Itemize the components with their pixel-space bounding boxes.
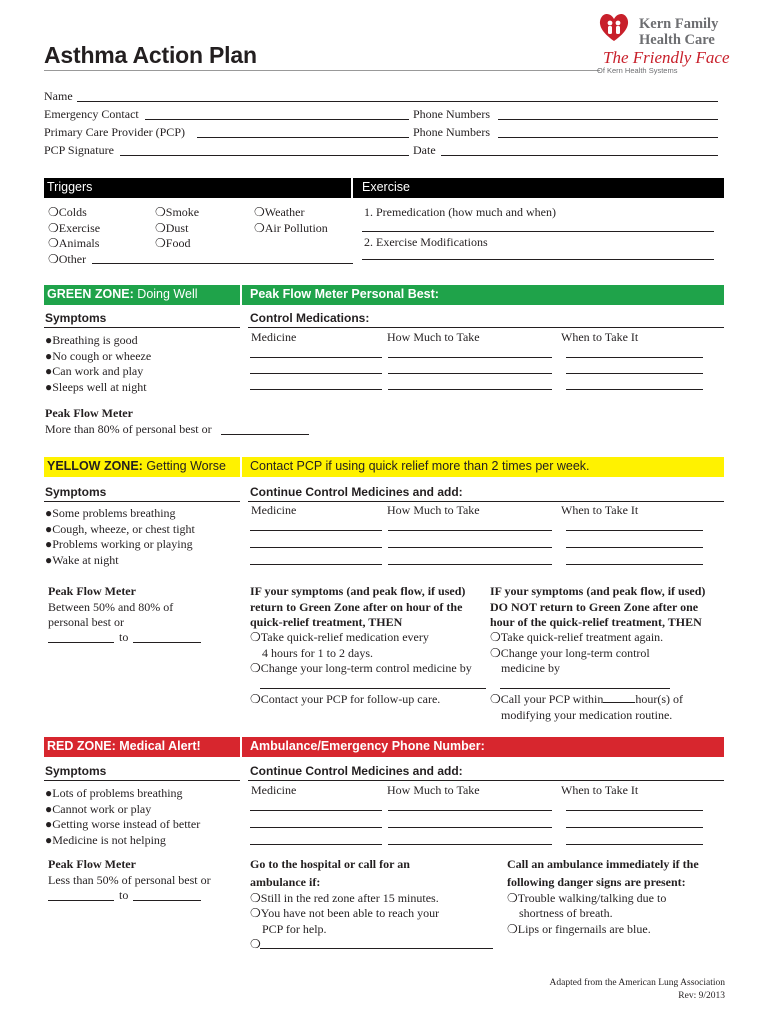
yellow-mid-item2-field[interactable] [260, 688, 486, 689]
date-field[interactable] [441, 155, 718, 156]
red-when-field[interactable] [566, 810, 703, 811]
yellow-right-header: Contact PCP if using quick relief more than 2 times per week. [250, 459, 590, 473]
yellow-right-title3: hour of the quick-relief treatment, THEN [490, 615, 702, 629]
yellow-right-item3c: modifying your medication routine. [501, 708, 673, 722]
yellow-meds-header: Continue Control Medicines and add: [250, 485, 463, 499]
green-how-field[interactable] [388, 357, 552, 358]
bar-divider [240, 737, 242, 757]
checkbox-icon: ❍ [490, 646, 501, 660]
yellow-peak-line2: personal best or [48, 615, 124, 629]
checkbox-icon: ❍ [48, 236, 59, 250]
red-mid-item1[interactable]: ❍Still in the red zone after 15 minutes. [250, 891, 439, 905]
checkbox-icon: ❍ [490, 630, 501, 644]
red-meds-header: Continue Control Medicines and add: [250, 764, 463, 778]
triggers-header: Triggers [47, 180, 93, 194]
footer-revision: Rev: 9/2013 [678, 991, 725, 1001]
yellow-mid-item1b: 4 hours for 1 to 2 days. [262, 646, 373, 660]
yellow-symptoms-rule [44, 501, 240, 502]
green-symptoms-list [45, 333, 151, 395]
phone-numbers-label-2: Phone Numbers [413, 125, 490, 139]
red-peak-line1: Less than 50% of personal best or [48, 873, 211, 887]
yellow-how-field[interactable] [388, 547, 552, 548]
yellow-col-how-much: How Much to Take [387, 503, 480, 517]
red-right-item1b: shortness of breath. [519, 906, 613, 920]
bar-divider [240, 285, 242, 305]
green-col-when: When to Take It [561, 330, 639, 344]
red-right-header: Ambulance/Emergency Phone Number: [250, 739, 485, 753]
phone-numbers-field-1[interactable] [498, 119, 718, 120]
green-symptoms-header: Symptoms [45, 311, 107, 325]
heart-family-icon [597, 10, 631, 44]
name-field[interactable] [77, 101, 718, 102]
red-med-field[interactable] [250, 810, 382, 811]
list-item: ●Cannot work or play [45, 801, 152, 816]
checkbox-icon: ❍ [250, 906, 261, 920]
yellow-mid-item3[interactable]: ❍Contact your PCP for follow-up care. [250, 692, 441, 706]
yellow-right-title2: DO NOT return to Green Zone after one [490, 600, 699, 614]
red-peak-title: Peak Flow Meter [48, 857, 136, 871]
list-item: ●Can work and play [45, 364, 144, 378]
exercise-header: Exercise [362, 180, 410, 194]
list-item: ●No cough or wheeze [45, 348, 152, 363]
pcp-label: Primary Care Provider (PCP) [44, 125, 185, 139]
red-symptoms-rule [44, 780, 240, 781]
list-item: ●Wake at night [45, 552, 119, 567]
red-zone-label: RED ZONE: Medical Alert! [47, 739, 201, 753]
checkbox-icon: ❍ [155, 236, 166, 250]
red-right-item1[interactable]: ❍Trouble walking/talking due to [507, 891, 667, 905]
green-med-field[interactable] [250, 357, 382, 358]
logo-sub: Of Kern Health Systems [597, 66, 678, 75]
yellow-symptoms-header: Symptoms [45, 485, 107, 499]
green-zone-bar [44, 285, 724, 305]
red-when-field[interactable] [566, 844, 703, 845]
red-right-item2[interactable]: ❍Lips or fingernails are blue. [507, 922, 651, 936]
checkbox-food[interactable]: ❍Food [155, 236, 191, 250]
yellow-zone-desc: Getting Worse [146, 459, 226, 473]
emergency-contact-label: Emergency Contact [44, 107, 139, 121]
pcp-signature-field[interactable] [120, 155, 409, 156]
yellow-med-field[interactable] [250, 530, 382, 531]
red-mid-title1: Go to the hospital or call for an [250, 857, 410, 871]
green-when-field[interactable] [566, 373, 703, 374]
red-mid-item3-field[interactable] [260, 948, 493, 949]
red-peak-from-field[interactable] [48, 900, 114, 901]
yellow-when-field[interactable] [566, 564, 703, 565]
red-zone-bar [44, 737, 724, 757]
list-item: ●Problems working or playing [45, 537, 193, 551]
yellow-med-field[interactable] [250, 564, 382, 565]
yellow-mid-title1: IF your symptoms (and peak flow, if used) [250, 584, 466, 598]
green-peak-field[interactable] [221, 434, 309, 435]
pcp-signature-label: PCP Signature [44, 143, 114, 157]
phone-numbers-field-2[interactable] [498, 137, 718, 138]
date-label: Date [413, 143, 436, 157]
yellow-meds-rule [248, 501, 724, 502]
yellow-right-item1[interactable]: ❍Take quick-relief treatment again. [490, 630, 664, 644]
green-how-field[interactable] [388, 389, 552, 390]
red-how-field[interactable] [388, 827, 552, 828]
yellow-how-field[interactable] [388, 530, 552, 531]
checkbox-icon: ❍ [250, 692, 261, 706]
logo-tagline: The Friendly Face [603, 48, 730, 67]
yellow-mid-item2[interactable]: ❍Change your long-term control medicine by [250, 661, 472, 675]
green-col-how-much: How Much to Take [387, 330, 480, 344]
yellow-peak-from-field[interactable] [48, 642, 114, 643]
triggers-col2 [155, 205, 199, 252]
red-how-field[interactable] [388, 810, 552, 811]
yellow-zone-bar [44, 457, 724, 477]
logo [597, 8, 730, 78]
yellow-right-title1: IF your symptoms (and peak flow, if used) [490, 584, 706, 598]
checkbox-icon: ❍ [254, 205, 265, 219]
exercise-item1: 1. Premedication (how much and when) [364, 205, 556, 219]
bar-divider [240, 457, 242, 477]
checkbox-icon: ❍ [48, 220, 59, 235]
checkbox-icon: ❍ [155, 220, 166, 235]
red-mid-title2: ambulance if: [250, 875, 321, 889]
yellow-symptoms-list [45, 506, 195, 568]
checkbox-icon: ❍ [254, 220, 265, 235]
yellow-col-medicine: Medicine [251, 503, 297, 517]
yellow-when-field[interactable] [566, 547, 703, 548]
checkbox-icon: ❍ [507, 922, 518, 936]
bar-divider [351, 178, 353, 198]
checkbox-icon: ❍ [48, 205, 59, 219]
yellow-peak-to-field[interactable] [133, 642, 201, 643]
green-how-field[interactable] [388, 373, 552, 374]
yellow-mid-title3: quick-relief treatment, THEN [250, 615, 403, 629]
checkbox-animals[interactable]: ❍Animals [48, 236, 100, 250]
yellow-col-when: When to Take It [561, 503, 639, 517]
red-right-title1: Call an ambulance immediately if the [507, 857, 699, 871]
red-med-field[interactable] [250, 827, 382, 828]
yellow-mid-title2: return to Green Zone after on hour of the [250, 600, 463, 614]
red-peak-to: to [119, 888, 129, 902]
logo-line1: Kern Family [639, 16, 719, 32]
green-when-field[interactable] [566, 357, 703, 358]
red-when-field[interactable] [566, 827, 703, 828]
checkbox-air-pollution[interactable]: ❍Air Pollution [254, 220, 328, 235]
triggers-exercise-bar [44, 178, 724, 198]
emergency-contact-field[interactable] [145, 119, 409, 120]
red-peak-to-field[interactable] [133, 900, 201, 901]
pcp-field[interactable] [197, 137, 409, 138]
yellow-peak-title: Peak Flow Meter [48, 584, 136, 598]
checkbox-icon: ❍ [155, 205, 166, 219]
green-peak-title: Peak Flow Meter [45, 406, 133, 420]
red-symptoms-list [45, 786, 200, 848]
yellow-peak-line1: Between 50% and 80% of [48, 600, 174, 614]
name-label: Name [44, 89, 73, 103]
exercise-item2-field[interactable] [362, 259, 714, 260]
red-col-when: When to Take It [561, 783, 639, 797]
red-symptoms-header: Symptoms [45, 764, 107, 778]
triggers-col3 [254, 205, 328, 236]
list-item: ●Lots of problems breathing [45, 786, 183, 800]
list-item: ●Medicine is not helping [45, 832, 166, 847]
green-med-field[interactable] [250, 389, 382, 390]
footer-credit: Adapted from the American Lung Association [549, 978, 725, 988]
red-mid-item2[interactable]: ❍You have not been able to reach your [250, 906, 440, 920]
exercise-item1-field[interactable] [362, 231, 714, 232]
list-item: ●Breathing is good [45, 333, 138, 347]
triggers-col1 [48, 205, 100, 267]
checkbox-icon: ❍ [250, 630, 261, 644]
yellow-right-item2b: medicine by [501, 661, 560, 675]
green-when-field[interactable] [566, 389, 703, 390]
red-mid-item2b: PCP for help. [262, 922, 327, 936]
checkbox-icon: ❍ [48, 251, 59, 266]
checkbox-colds[interactable]: ❍Colds [48, 205, 87, 219]
list-item: ●Getting worse instead of better [45, 817, 201, 831]
checkbox-icon: ❍ [250, 891, 261, 905]
exercise-item2: 2. Exercise Modifications [364, 235, 488, 249]
phone-numbers-label-1: Phone Numbers [413, 107, 490, 121]
yellow-med-field[interactable] [250, 547, 382, 548]
checkbox-exercise[interactable]: ❍Exercise [48, 220, 101, 235]
green-col-medicine: Medicine [251, 330, 297, 344]
checkbox-dust[interactable]: ❍Dust [155, 220, 189, 235]
yellow-right-item2[interactable]: ❍Change your long-term control [490, 646, 650, 660]
red-col-medicine: Medicine [251, 783, 297, 797]
green-meds-header: Control Medications: [250, 311, 370, 325]
checkbox-icon: ❍ [490, 692, 501, 706]
red-col-how-much: How Much to Take [387, 783, 480, 797]
yellow-hours-field[interactable] [603, 702, 635, 703]
list-item: ●Sleeps well at night [45, 379, 147, 394]
yellow-mid-item1[interactable]: ❍Take quick-relief medication every [250, 630, 429, 644]
other-field[interactable] [92, 263, 353, 264]
checkbox-icon: ❍ [507, 891, 518, 905]
red-mid-item3[interactable] [250, 937, 261, 952]
checkbox-icon: ❍ [250, 937, 261, 951]
green-peak-text: More than 80% of personal best or [45, 422, 212, 436]
title-rule [44, 70, 600, 71]
green-meds-rule [248, 327, 724, 328]
green-zone-desc: Doing Well [137, 287, 198, 301]
checkbox-smoke[interactable]: ❍Smoke [155, 205, 200, 219]
green-right-header: Peak Flow Meter Personal Best: [250, 287, 439, 301]
yellow-zone-label: YELLOW ZONE: [47, 459, 143, 473]
yellow-when-field[interactable] [566, 530, 703, 531]
checkbox-icon: ❍ [250, 661, 261, 675]
checkbox-other[interactable]: ❍Other [48, 251, 87, 266]
list-item: ●Cough, wheeze, or chest tight [45, 521, 195, 536]
logo-line2: Health Care [639, 32, 715, 48]
green-med-field[interactable] [250, 373, 382, 374]
red-right-title2: following danger signs are present: [507, 875, 686, 889]
red-how-field[interactable] [388, 844, 552, 845]
green-symptoms-rule [44, 327, 240, 328]
red-med-field[interactable] [250, 844, 382, 845]
checkbox-weather[interactable]: ❍Weather [254, 205, 305, 219]
yellow-right-item3[interactable]: ❍Call your PCP within hour(s) of [490, 692, 683, 706]
yellow-how-field[interactable] [388, 564, 552, 565]
yellow-peak-to: to [119, 630, 129, 644]
list-item: ●Some problems breathing [45, 506, 176, 520]
green-zone-label: GREEN ZONE: [47, 287, 134, 301]
page-title: Asthma Action Plan [44, 42, 257, 68]
red-meds-rule [248, 780, 724, 781]
yellow-right-item2-field[interactable] [500, 688, 670, 689]
